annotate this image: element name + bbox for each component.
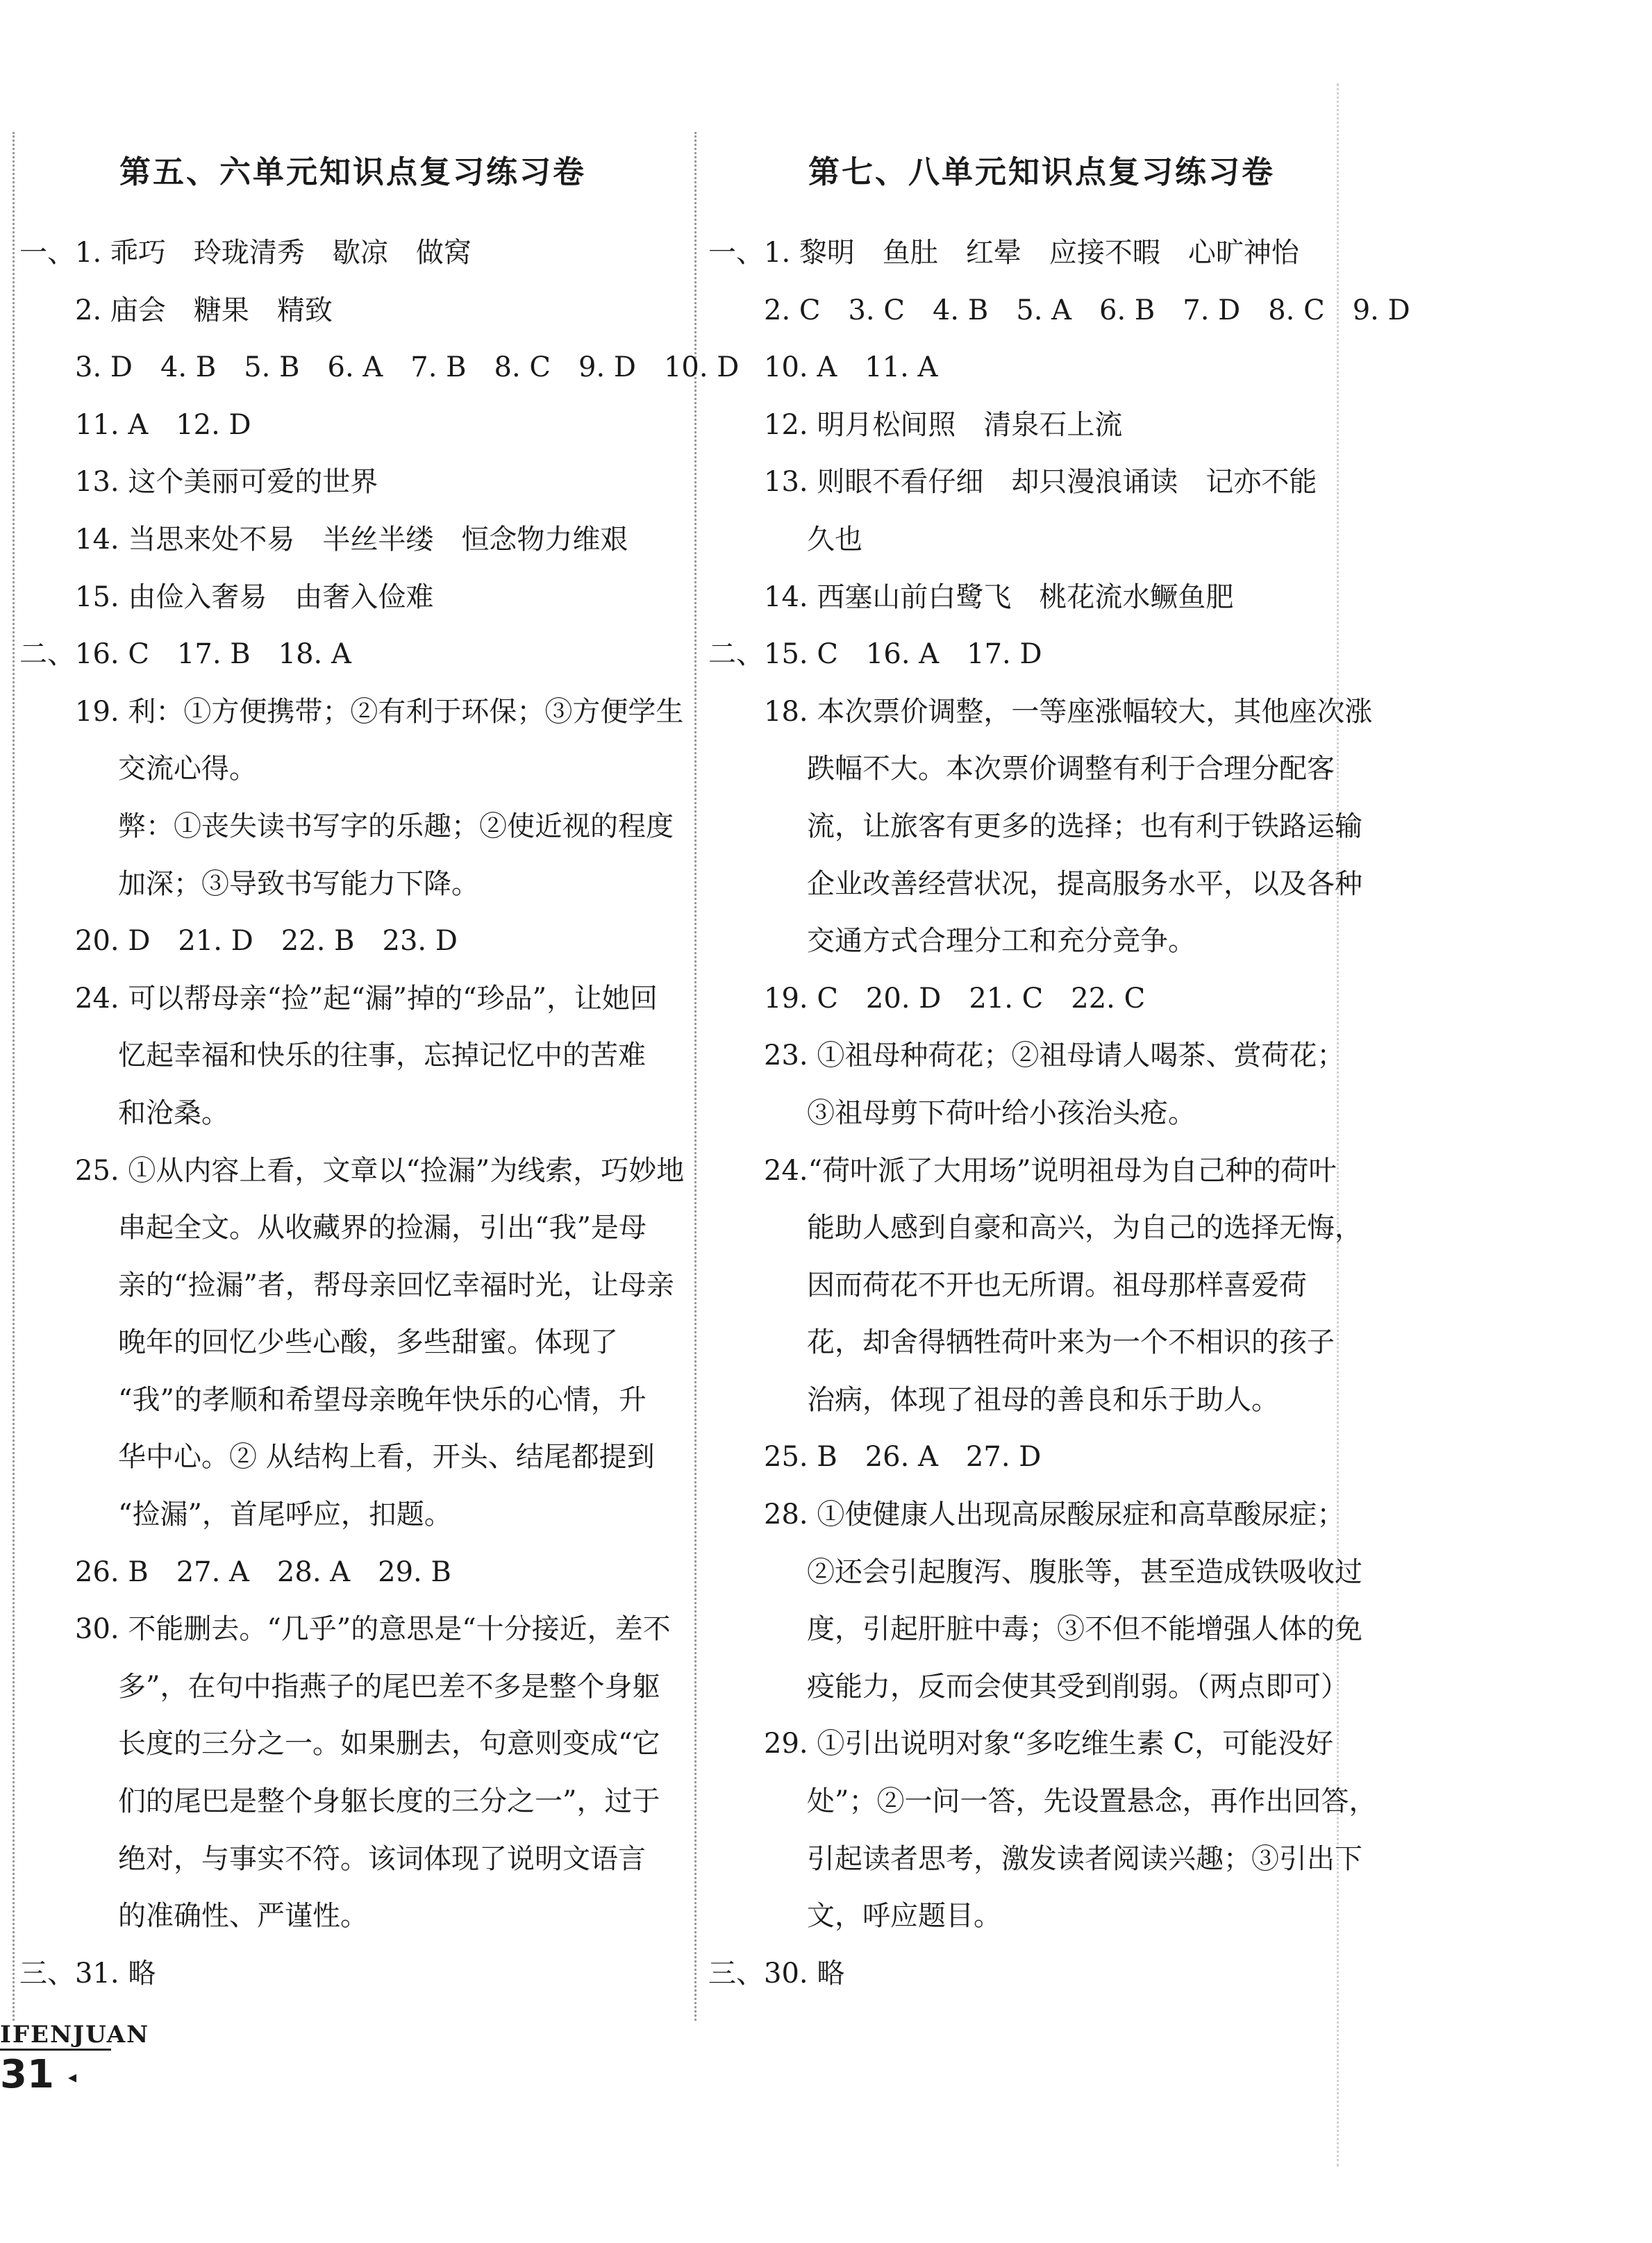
footer-brand: IFENJUAN [0, 2021, 150, 2049]
answer-line: 23. ①祖母种荷花；②祖母请人喝茶、赏荷花； [764, 1040, 1345, 1072]
answer-line: 25. B 26. A 27. D [764, 1441, 1042, 1474]
answer-line: 12. 明月松间照 清泉石上流 [764, 408, 1123, 441]
answer-line: 亲的“捡漏”者，帮母亲回忆幸福时光，让母亲 [118, 1269, 674, 1301]
answer-line: 2. C 3. C 4. B 5. A 6. B 7. D 8. C 9. D [764, 294, 1410, 326]
answer-line: 18. 本次票价调整，一等座涨幅较大，其他座次涨 [764, 695, 1373, 728]
footer-rule [0, 2049, 111, 2051]
page-arrow-icon: ◂ [67, 2067, 76, 2087]
answer-line: 绝对，与事实不符。该词体现了说明文语言 [118, 1842, 646, 1875]
answer-line: 的准确性、严谨性。 [118, 1900, 368, 1933]
answer-line: 25. ①从内容上看，文章以“捡漏”为线索，巧妙地 [75, 1154, 685, 1187]
answer-line: 三、30. 略 [708, 1957, 845, 1990]
answer-line: 花，却舍得牺牲荷叶来为一个不相识的孩子 [807, 1326, 1335, 1359]
answer-line: 流，让旅客有更多的选择；也有利于铁路运输 [807, 810, 1362, 842]
answer-line: 们的尾巴是整个身躯长度的三分之一”，过于 [118, 1785, 660, 1818]
center-dotted-separator [694, 132, 696, 2021]
answer-line: 15. 由俭入奢易 由奢入俭难 [75, 581, 434, 613]
answer-line: 30. 不能删去。“几乎”的意思是“十分接近，差不 [75, 1613, 671, 1646]
answer-line: 治病，体现了祖母的善良和乐于助人。 [807, 1383, 1279, 1416]
answer-line: 二、15. C 16. A 17. D [708, 638, 1042, 671]
answer-line: 交流心得。 [118, 753, 257, 785]
answer-line: 因而荷花不开也无所谓。祖母那样喜爱荷 [807, 1269, 1307, 1301]
right-column [708, 142, 1410, 2002]
answer-line: 14. 西塞山前白鹭飞 桃花流水鳜鱼肥 [764, 581, 1234, 613]
answer-line: 文，呼应题目。 [807, 1900, 1001, 1933]
answer-line: 和沧桑。 [118, 1097, 229, 1129]
left-answer-list [19, 224, 740, 2002]
left-dotted-separator [12, 132, 15, 2021]
answer-line: 10. A 11. A [764, 351, 938, 384]
answer-line: 19. 利：①方便携带；②有利于环保；③方便学生 [75, 695, 684, 728]
page-number [0, 2052, 76, 2097]
answer-line: ③祖母剪下荷叶给小孩治头疮。 [807, 1097, 1196, 1129]
answer-line: 晚年的回忆少些心酸，多些甜蜜。体现了 [118, 1326, 618, 1359]
answer-line: “捡漏”，首尾呼应，扣题。 [118, 1499, 452, 1531]
answer-line: 三、31. 略 [19, 1957, 156, 1990]
answer-line: 13. 这个美丽可爱的世界 [75, 466, 378, 499]
answer-line: 久也 [807, 523, 862, 556]
answer-line: 能助人感到自豪和高兴，为自己的选择无悔， [807, 1212, 1362, 1244]
answer-line: 2. 庙会 糖果 精致 [75, 294, 333, 326]
answer-line: 一、1. 乖巧 玲珑清秀 歇凉 做窝 [19, 237, 472, 269]
answer-line: 二、16. C 17. B 18. A [19, 638, 351, 671]
answer-line: 引起读者思考，激发读者阅读兴趣；③引出下 [807, 1842, 1362, 1875]
answer-line: 19. C 20. D 21. C 22. C [764, 982, 1146, 1015]
answer-line: 度，引起肝脏中毒；③不但不能增强人体的免 [807, 1613, 1362, 1646]
left-column [19, 142, 740, 2002]
answer-line: 跌幅不大。本次票价调整有利于合理分配客 [807, 753, 1335, 785]
answer-line: 交通方式合理分工和充分竞争。 [807, 925, 1196, 958]
answer-line: 加深；③导致书写能力下降。 [118, 867, 479, 900]
answer-line: 华中心。② 从结构上看，开头、结尾都提到 [118, 1441, 655, 1474]
answer-line: “我”的孝顺和希望母亲晚年快乐的心情，升 [118, 1383, 646, 1416]
answer-line: 14. 当思来处不易 半丝半缕 恒念物力维艰 [75, 523, 628, 556]
answer-line: 24.“荷叶派了大用场”说明祖母为自己种的荷叶 [764, 1154, 1337, 1187]
answer-line: 26. B 27. A 28. A 29. B [75, 1556, 451, 1588]
answer-line: 24. 可以帮母亲“捡”起“漏”掉的“珍品”，让她回 [75, 982, 658, 1015]
answer-line: 长度的三分之一。如果删去，句意则变成“它 [118, 1728, 660, 1760]
page-number-text: 31 [0, 2052, 54, 2097]
answer-line: 一、1. 黎明 鱼肚 红晕 应接不暇 心旷神怡 [708, 237, 1299, 269]
right-section-title: 第七、八单元知识点复习练习卷 [808, 153, 1275, 190]
answer-line: 串起全文。从收藏界的捡漏，引出“我”是母 [118, 1212, 646, 1244]
right-answer-list [708, 224, 1410, 2002]
answer-line: 忆起幸福和快乐的往事，忘掉记忆中的苦难 [118, 1040, 646, 1072]
answer-line: 弊：①丧失读书写字的乐趣；②使近视的程度 [118, 810, 674, 842]
answer-line: 20. D 21. D 22. B 23. D [75, 925, 458, 958]
answer-line: 多”，在句中指燕子的尾巴差不多是整个身躯 [118, 1670, 660, 1703]
answer-line: 疫能力，反而会使其受到削弱。（两点即可） [807, 1670, 1349, 1703]
answer-line: 29. ①引出说明对象“多吃维生素 C，可能没好 [764, 1728, 1334, 1760]
answer-line: 处”；②一问一答，先设置悬念，再作出回答， [807, 1785, 1377, 1818]
answer-line: 28. ①使健康人出现高尿酸尿症和高草酸尿症； [764, 1499, 1345, 1531]
answer-line: 3. D 4. B 5. B 6. A 7. B 8. C 9. D 10. D [75, 351, 740, 384]
answer-line: ②还会引起腹泻、腹胀等，甚至造成铁吸收过 [807, 1556, 1362, 1588]
left-section-title: 第五、六单元知识点复习练习卷 [119, 153, 586, 190]
answer-line: 13. 则眼不看仔细 却只漫浪诵读 记亦不能 [764, 466, 1317, 499]
answer-line: 企业改善经营状况，提高服务水平，以及各种 [807, 867, 1362, 900]
answer-line: 11. A 12. D [75, 408, 251, 441]
